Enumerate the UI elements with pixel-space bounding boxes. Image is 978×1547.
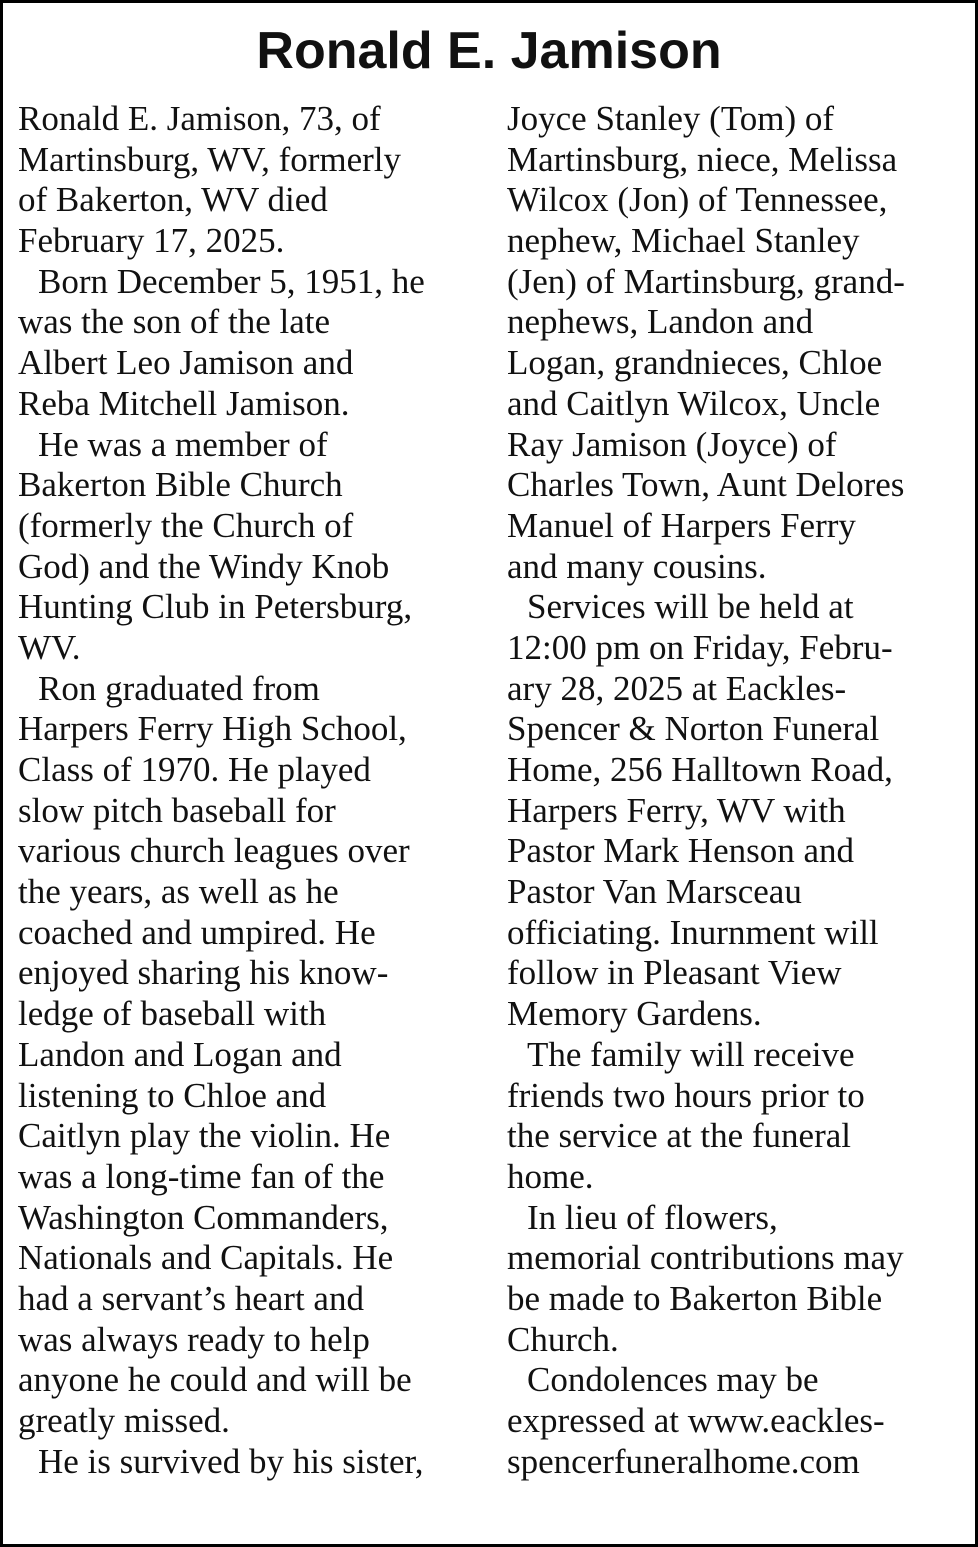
text-line: Martinsburg, WV, formerly — [18, 139, 402, 179]
text-line: Ronald E. Jamison, 73, of — [18, 99, 381, 138]
text-line: be made to Bakerton Bible — [507, 1278, 883, 1318]
text-line: greatly missed. — [18, 1401, 230, 1440]
text-line: (formerly the Church of — [18, 505, 354, 545]
text-line: Nationals and Capitals. He — [18, 1238, 394, 1278]
text-line: of Bakerton, WV died — [18, 180, 328, 220]
text-line: Albert Leo Jamison and — [18, 343, 354, 383]
text-line: Home, 256 Halltown Road, — [507, 750, 893, 789]
text-line: had a servant’s heart and — [18, 1278, 364, 1318]
text-line: Logan, grandnieces, Chloe — [507, 343, 883, 383]
text-line: officiating. Inurnment will — [507, 912, 879, 952]
text-line: Caitlyn play the violin. He — [18, 1116, 391, 1156]
text-line: Wilcox (Jon) of Tennessee, — [507, 180, 888, 220]
text-line: nephews, Landon and — [507, 302, 814, 342]
text-line: Charles Town, Aunt Delores — [507, 465, 905, 505]
text-line: Joyce Stanley (Tom) of — [507, 99, 835, 138]
text-line: Pastor Mark Henson and — [507, 831, 855, 871]
text-line: Spencer & Norton Funeral — [507, 709, 880, 749]
text-line: was the son of the late — [18, 302, 330, 342]
text-line: slow pitch baseball for — [18, 790, 336, 830]
text-line: February 17, 2025. — [18, 221, 285, 261]
text-line: enjoyed sharing his know- — [18, 953, 389, 993]
text-line: was always ready to help — [18, 1319, 370, 1359]
text-line: Born December 5, 1951, he — [38, 261, 425, 301]
text-line: Bakerton Bible Church — [18, 465, 343, 505]
text-line: In lieu of flowers, — [527, 1197, 778, 1237]
right-column — [507, 99, 975, 1482]
text-line: Harpers Ferry, WV with — [507, 790, 846, 830]
text-line: was a long-time fan of the — [18, 1156, 385, 1196]
text-line: friends two hours prior to — [507, 1075, 865, 1115]
text-line: spencerfuneralhome.com — [507, 1441, 860, 1481]
text-line: The family will receive — [527, 1034, 855, 1074]
text-line: and many cousins. — [507, 546, 767, 586]
text-line: Landon and Logan and — [18, 1034, 342, 1074]
text-line: and Caitlyn Wilcox, Uncle — [507, 383, 881, 423]
text-line: listening to Chloe and — [18, 1075, 327, 1115]
text-line: follow in Pleasant View — [507, 953, 842, 993]
left-column — [18, 99, 488, 1482]
text-line: nephew, Michael Stanley — [507, 221, 860, 261]
text-line: Ray Jamison (Joyce) of — [507, 424, 837, 464]
text-line: He was a member of — [38, 424, 328, 464]
text-line: God) and the Windy Knob — [18, 546, 390, 586]
text-line: Condolences may be — [527, 1360, 819, 1400]
text-line: Hunting Club in Petersburg, — [18, 587, 413, 627]
text-line: memorial contributions may — [507, 1238, 904, 1278]
text-line: Washington Commanders, — [18, 1197, 389, 1237]
text-line: anyone he could and will be — [18, 1360, 412, 1400]
text-line: Martinsburg, niece, Melissa — [507, 139, 898, 179]
text-line: Reba Mitchell Jamison. — [18, 383, 350, 423]
text-line: WV. — [18, 627, 81, 667]
text-line: Pastor Van Marsceau — [507, 872, 802, 912]
text-line: expressed at www.eackles- — [507, 1401, 885, 1440]
text-line: Harpers Ferry High School, — [18, 709, 407, 749]
text-line: the years, as well as he — [18, 872, 339, 912]
text-line: home. — [507, 1156, 594, 1196]
text-line: ledge of baseball with — [18, 994, 327, 1034]
text-line: 12:00 pm on Friday, Febru- — [507, 627, 893, 667]
text-line: Manuel of Harpers Ferry — [507, 505, 856, 545]
text-line: Memory Gardens. — [507, 994, 762, 1034]
obituary-title: Ronald E. Jamison — [256, 22, 722, 80]
text-line: Church. — [507, 1319, 619, 1359]
text-line: (Jen) of Martinsburg, grand- — [507, 261, 905, 301]
text-line: He is survived by his sister, — [38, 1441, 424, 1481]
text-line: the service at the funeral — [507, 1116, 851, 1156]
text-line: Class of 1970. He played — [18, 750, 371, 789]
text-line: Ron graduated from — [38, 668, 320, 708]
text-line: coached and umpired. He — [18, 912, 376, 952]
text-line: Services will be held at — [527, 587, 854, 627]
text-line: ary 28, 2025 at Eackles- — [507, 668, 847, 708]
text-line: various church leagues over — [18, 831, 410, 871]
